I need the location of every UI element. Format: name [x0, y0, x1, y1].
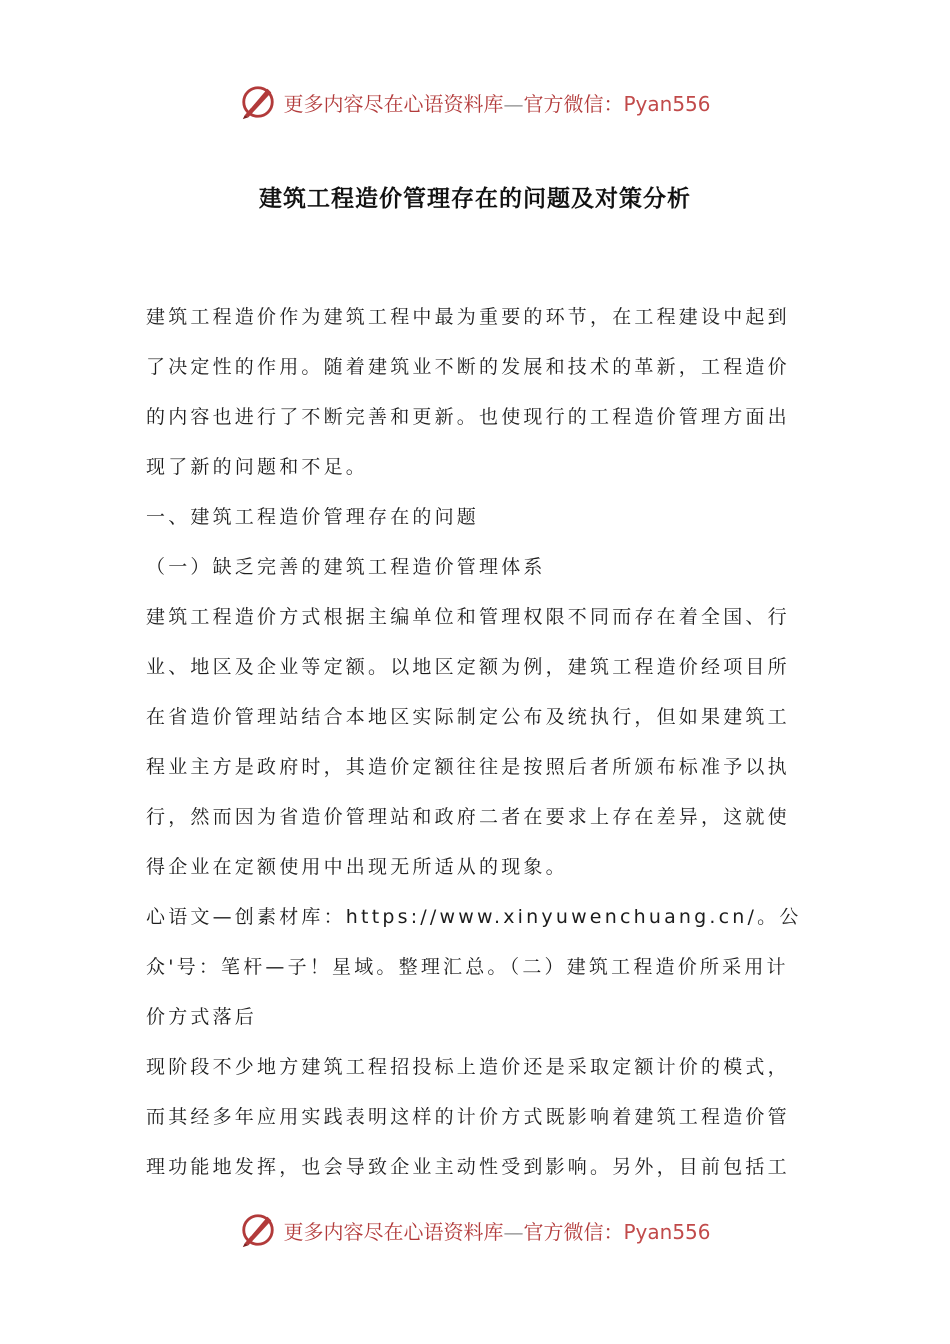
- paragraph-source-note: 心语文—创素材库：https://www.xinyuwenchuang.cn/。公众'号：笔杆—子！星域。整理汇总。（二）建筑工程造价所采用计价方式落后: [146, 906, 802, 1028]
- header-banner: [0, 80, 950, 124]
- banner-middle: 官方微信：: [523, 1219, 624, 1244]
- document-body: [146, 292, 806, 1192]
- banner-prefix: 更多内容尽在心语资料库: [283, 91, 504, 116]
- document-title: 建筑工程造价管理存在的问题及对策分析: [259, 186, 691, 212]
- banner-dash: —: [503, 91, 524, 116]
- footer-banner: [0, 1208, 950, 1252]
- paragraph-quota: 建筑工程造价方式根据主编单位和管理权限不同而存在着全国、行业、地区及企业等定额。以地区定额为例，建筑工程造价经项目所在省造价管理站结合本地区实际制定公布及统执行，但如果建筑工程业主方是政府时，其造价定额往往是按照后者所颁布标准予以执行，然而因为省造价管理站和政府二者在要求上存在差异，这就使得企业在定额使用中出现无所适从的现象。: [146, 606, 790, 878]
- subsection-heading-1: （一）缺乏完善的建筑工程造价管理体系: [146, 556, 546, 578]
- banner-text: [283, 1216, 710, 1245]
- banner-text: [283, 88, 710, 117]
- banner-wechat-id: Pyan556: [623, 91, 711, 116]
- banner-wechat-id: Pyan556: [623, 1219, 711, 1244]
- paragraph-intro: 建筑工程造价作为建筑工程中最为重要的环节，在工程建设中起到了决定性的作用。随着建筑业不断的发展和技术的革新，工程造价的内容也进行了不断完善和更新。也使现行的工程造价管理方面出现了新的问题和不足。: [146, 306, 790, 478]
- pen-in-circle-icon: [239, 1211, 277, 1249]
- banner-middle: 官方微信：: [523, 91, 624, 116]
- section-heading-1: 一、建筑工程造价管理存在的问题: [146, 506, 480, 528]
- banner-dash: —: [503, 1219, 524, 1244]
- paragraph-pricing: 现阶段不少地方建筑工程招投标上造价还是采取定额计价的模式，而其经多年应用实践表明这样的计价方式既影响着建筑工程造价管理功能地发挥，也会导致企业主动性受到影响。另外，目前包括工: [146, 1056, 790, 1178]
- pen-in-circle-icon: [239, 83, 277, 121]
- banner-prefix: 更多内容尽在心语资料库: [283, 1219, 504, 1244]
